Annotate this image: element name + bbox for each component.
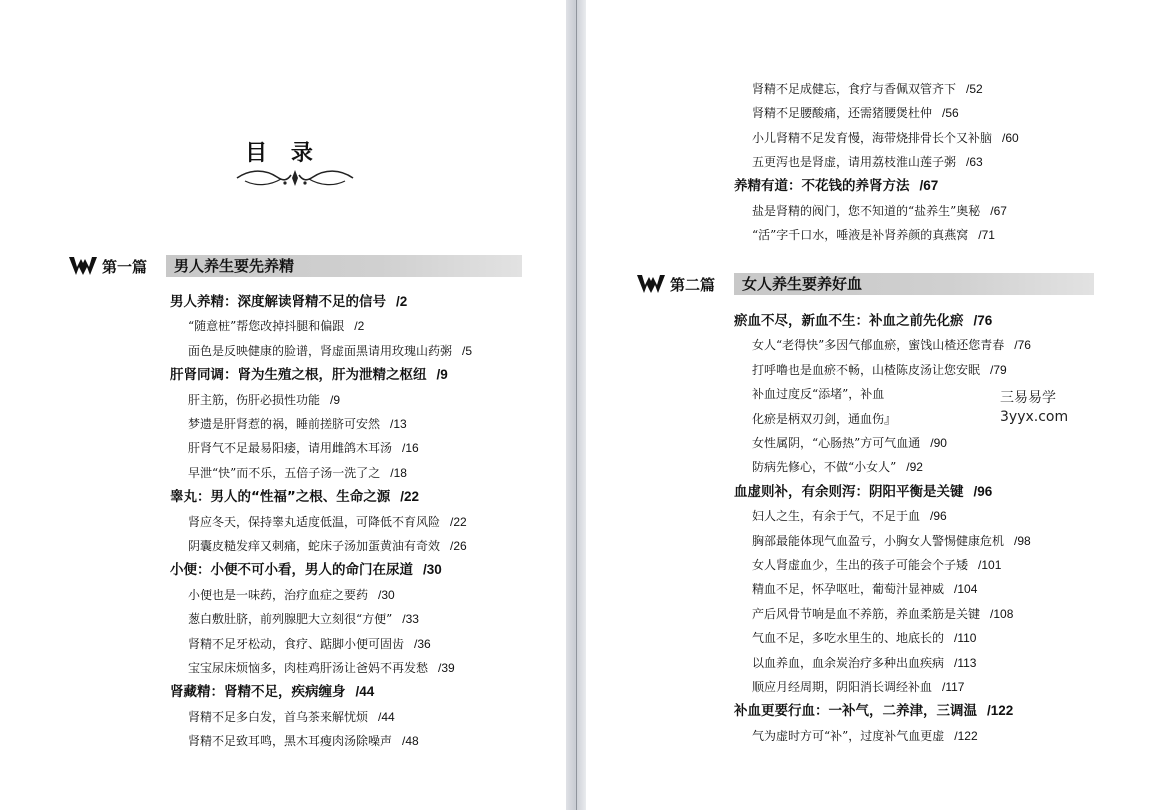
toc-section-entry (188, 438, 419, 458)
entry-title: 肝肾同调：肾为生殖之根，肝为泄精之枢纽 (170, 367, 427, 384)
page-number: /110 (954, 631, 977, 646)
toc-section-entry (752, 579, 977, 599)
page-number: /30 (378, 587, 395, 602)
entry-title: 面色是反映健康的脸谱，肾虚面黑请用玫瑰山药粥 (188, 343, 453, 358)
right-page (586, 0, 1158, 810)
toc-chapter-entry (170, 292, 407, 312)
entry-title: 养精有道：不花钱的养肾方法 (734, 178, 910, 195)
entry-title: 肾藏精：肾精不足，疾病缠身 (170, 684, 346, 701)
page-number: /9 (330, 392, 341, 407)
page-number: /101 (978, 558, 1002, 572)
toc-section-entry (752, 335, 1031, 355)
page-number: /44 (355, 684, 375, 700)
entry-title: 肾精不足腰酸痛，还需猪腰煲杜仲 (752, 106, 933, 121)
entry-title: 妇人之生，有余于气，不足于血 (752, 509, 921, 524)
page-number: /22 (450, 514, 467, 529)
page-number: /44 (378, 709, 395, 724)
watermark-text: 三易易学 (1000, 390, 1056, 406)
part-title: 男人养生要先养精 (166, 255, 522, 277)
entry-title: 产后风骨节响是血不养筋，养血柔筋是关键 (752, 606, 981, 621)
entry-title: 女人“老得快”多因气郁血瘀，蜜饯山楂还您青春 (752, 338, 1005, 353)
page-number: /117 (942, 680, 965, 694)
entry-title: 肝主筋，伤肝必损性功能 (188, 392, 321, 407)
toc-section-entry (752, 225, 995, 245)
page-number: /9 (436, 367, 448, 383)
page-number: /76 (1014, 338, 1031, 353)
toc-section-entry (188, 634, 431, 654)
toc-section-entry (188, 390, 340, 410)
toc-section-entry (188, 731, 419, 751)
toc-chapter-entry (734, 482, 992, 502)
entry-title: 葱白敷肚脐，前列腺肥大立刻很“方便” (188, 612, 393, 627)
entry-title: 胸部最能体现气血盈亏，小胸女人警惕健康危机 (752, 533, 1005, 548)
entry-title: 女人肾虚血少，生出的孩子可能会个子矮 (752, 558, 969, 572)
page-number: /22 (400, 489, 420, 505)
part-heading (68, 254, 522, 278)
entry-title: 睾丸：男人的“性福”之根、生命之源 (170, 489, 391, 506)
page-number: /108 (990, 606, 1014, 621)
page-number: /67 (919, 178, 939, 194)
entry-title: 肝肾气不足最易阳痿，请用雌鸽木耳汤 (188, 441, 393, 456)
entry-title: 瘀血不尽，新血不生：补血之前先化瘀 (734, 313, 964, 329)
page-number: /79 (990, 362, 1007, 377)
entry-title: 小儿肾精不足发育慢，海带烧排骨长个又补脑 (752, 130, 993, 145)
toc-section-entry (752, 531, 1031, 551)
toc-section-entry (752, 653, 976, 673)
toc-section-entry (188, 414, 407, 434)
toc-section-entry (188, 463, 407, 483)
gutter-divider (576, 0, 577, 810)
entry-title: 梦遗是肝肾惹的祸，睡前搓脐可安然 (188, 417, 381, 431)
part-emblem-icon (636, 273, 666, 295)
part-label: 第一篇 (102, 257, 148, 276)
entry-title: 五更泻也是肾虚，请用荔枝淮山莲子粥 (752, 154, 957, 169)
toc-chapter-entry (734, 176, 938, 196)
page-number: /122 (987, 703, 1014, 719)
page-number: /52 (966, 82, 983, 96)
entry-title: 小便也是一味药，治疗血症之要药 (188, 587, 369, 602)
page-number: /2 (354, 319, 365, 334)
page-number: /113 (954, 655, 977, 670)
entry-title: 补血过度反“添堵”，补血 (752, 387, 885, 402)
entry-title: 防病先修心，不做“小女人” (752, 460, 897, 475)
toc-section-entry (752, 726, 978, 746)
page-number: /98 (1014, 533, 1031, 548)
toc-section-entry (752, 360, 1007, 380)
entry-title: 早泄“快”而不乐，五倍子汤一洗了之 (188, 465, 381, 480)
toc-chapter-entry (170, 682, 374, 702)
watermark-url: 3yyx.com (1000, 409, 1069, 425)
toc-section-entry (188, 609, 419, 629)
toc-section-entry (752, 457, 923, 477)
entry-title: “活”字千口水，唾液是补肾养颜的真燕窝 (752, 227, 969, 242)
entry-title: 小便：小便不可小看，男人的命门在尿道 (170, 562, 413, 579)
ornament-divider-icon (235, 167, 355, 189)
entry-title: 宝宝尿床烦恼多，肉桂鸡肝汤让爸妈不再发愁 (188, 661, 429, 675)
page-number: /63 (966, 154, 983, 169)
left-page (0, 0, 566, 810)
entry-title: 精血不足，怀孕呕吐，葡萄汁显神威 (752, 582, 945, 597)
toc-chapter-entry (170, 365, 448, 385)
entry-title: “随意桩”帮您改掉抖腿和偏跟 (188, 319, 345, 334)
entry-title: 肾应冬天，保持睾丸适度低温，可降低不育风险 (188, 514, 441, 529)
entry-title: 化瘀是柄双刃剑，通血伤』 (752, 411, 897, 426)
page-number: /2 (396, 294, 408, 309)
page-number: /96 (930, 509, 947, 524)
entry-title: 盐是肾精的阀门，您不知道的“盐养生”奥秘 (752, 203, 981, 218)
toc-section-entry (188, 316, 364, 336)
page-number: /90 (930, 436, 947, 450)
toc-section-entry (188, 341, 472, 361)
page-number: /18 (390, 465, 407, 480)
part-title: 女人养生要养好血 (734, 273, 1094, 295)
toc-chapter-entry (170, 560, 442, 580)
entry-title: 男人养精：深度解读肾精不足的信号 (170, 294, 386, 310)
page-number: /5 (462, 343, 473, 358)
page-number: /16 (402, 441, 419, 456)
toc-chapter-entry (170, 487, 419, 507)
entry-title: 肾精不足致耳鸣，黑木耳瘦肉汤除噪声 (188, 734, 393, 749)
page-number: /56 (942, 106, 959, 121)
entry-title: 以血养血，血余炭治疗多种出血疾病 (752, 655, 945, 670)
toc-chapter-entry (734, 701, 1013, 721)
page-number: /67 (990, 203, 1007, 218)
page-number: /76 (973, 313, 993, 328)
entry-title: 肾精不足牙松动，食疗、踮脚小便可固齿 (188, 636, 405, 651)
toc-section-entry (752, 103, 959, 123)
toc-section-entry (752, 604, 1013, 624)
page-number: /92 (906, 460, 923, 475)
toc-section-entry (752, 384, 884, 404)
toc-section-entry (188, 658, 455, 678)
part-heading (636, 272, 1094, 296)
toc-section-entry (188, 536, 467, 556)
toc-chapter-entry (734, 311, 992, 331)
toc-section-entry (188, 707, 395, 727)
toc-section-entry (752, 201, 1007, 221)
page-number: /36 (414, 636, 431, 651)
toc-section-entry (752, 79, 983, 99)
page-number: /104 (954, 582, 978, 597)
toc-section-entry (752, 433, 947, 453)
page-number: /26 (450, 539, 467, 553)
toc-section-entry (752, 628, 976, 648)
entry-title: 阴囊皮糙发痒又刺痛，蛇床子汤加蛋黄油有奇效 (188, 539, 441, 553)
page-number: /60 (1002, 130, 1019, 145)
page-number: /71 (978, 227, 995, 242)
entry-title: 打呼噜也是血瘀不畅，山楂陈皮汤让您安眠 (752, 362, 981, 377)
toc-section-entry (752, 128, 1019, 148)
page-number: /13 (390, 417, 407, 431)
page-number: /30 (423, 562, 442, 578)
entry-title: 气血不足，多吃水里生的、地底长的 (752, 631, 945, 646)
entry-title: 女性属阴，“心肠热”方可气血通 (752, 436, 921, 450)
toc-section-entry (752, 677, 964, 697)
toc-section-entry (188, 585, 395, 605)
page-number: /48 (402, 734, 419, 749)
page-number: /96 (973, 483, 993, 499)
page-number: /33 (402, 612, 419, 627)
toc-section-entry (752, 506, 947, 526)
entry-title: 肾精不足成健忘，食疗与香佩双管齐下 (752, 82, 957, 96)
page-title: 目 录 (245, 140, 321, 166)
toc-section-entry (188, 512, 467, 532)
part-emblem-icon (68, 255, 98, 277)
toc-section-entry (752, 555, 1001, 575)
entry-title: 肾精不足多白发，首乌茶来解忧烦 (188, 709, 369, 724)
page-number: /122 (954, 728, 978, 743)
entry-title: 血虚则补，有余则泻：阴阳平衡是关键 (734, 483, 964, 500)
part-label: 第二篇 (670, 275, 716, 294)
toc-section-entry (752, 152, 983, 172)
toc-section-entry (752, 409, 896, 429)
entry-title: 气为虚时方可“补”，过度补气血更虚 (752, 728, 945, 743)
entry-title: 顺应月经周期，阴阳消长调经补血 (752, 680, 933, 694)
page-number: /39 (438, 661, 455, 675)
entry-title: 补血更要行血：一补气，二养津，三调温 (734, 703, 977, 720)
